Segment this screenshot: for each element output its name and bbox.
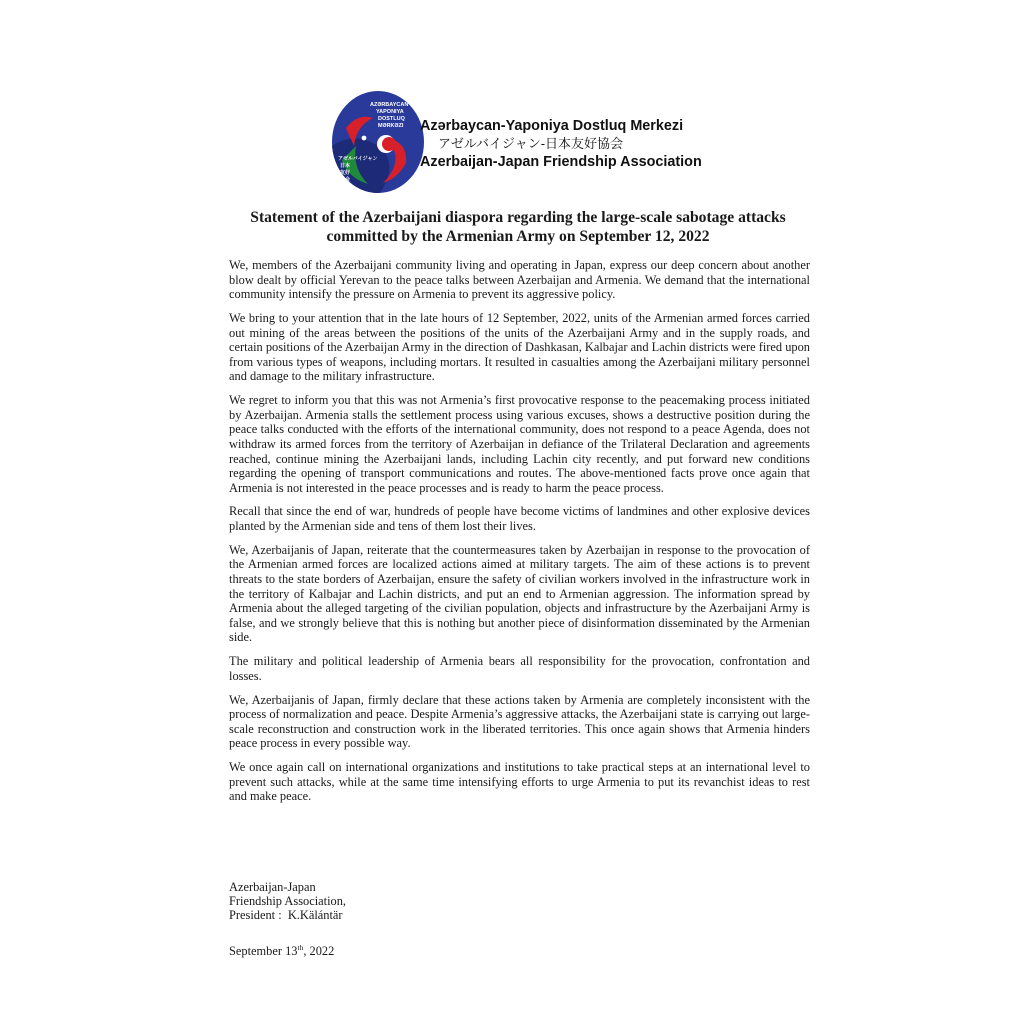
title-line-1: Statement of the Azerbaijani diaspora regarding the large-scale sabotage attacks xyxy=(250,209,786,226)
title-line-2: committed by the Armenian Army on September 12, 2022 xyxy=(326,228,710,245)
paragraph-5: We, Azerbaijanis of Japan, reiterate that the countermeasures taken by Azerbaijan in response to the provocation of the Armenian armed forces are localized actions aimed at military targets. The aim of these actions is to prevent threats to the state borders of Azerbaijan, ensure the safety of civilian workers involved in the infrastructure work in the territory of Kalbajar and Lachin districts, and put an end to Armenian aggression. The information spread by Armenia about the alleged targeting of the civilian population, objects and infrastructure by the Azerbaijani Army is false, and we strongly believe that this is nothing but another piece of disinformation disseminated by the Armenian side. xyxy=(229,542,810,645)
signature-block xyxy=(229,881,529,922)
paragraph-2: We bring to your attention that in the late hours of 12 September, 2022, units of the Armenian armed forces carried out mining of the areas between the positions of the units of the Azerbaijani Army and in the supply roads, and certain positions of the Azerbaijan Army in the direction of Dashkasan, Kalbajar and Lachin districts were fired upon from various types of weapons, including mortars. It resulted in casualties among the Azerbaijani military personnel and damage to the military infrastructure. xyxy=(229,310,810,384)
org-name-japanese: アゼルバイジャン-日本友好協会 xyxy=(438,136,624,151)
logo-text-3: DOSTLUQ xyxy=(378,116,405,122)
statement-date xyxy=(229,940,529,959)
logo-text-5: アゼルバイジャン xyxy=(338,156,378,162)
paragraph-8: We once again call on international organizations and institutions to take practical steps at an international level to prevent such attacks, while at the same time intensifying efforts to urge Armenia to put its revanchist ideas to rest and make peace. xyxy=(229,760,810,804)
paragraph-3: We regret to inform you that this was not Armenia’s first provocative response to the peacemaking process initiated by Azerbaijan. Armenia stalls the settlement process using various excuses, shows a destructive position during the peace talks conducted with the efforts of the international community, does not respond to a peace Agenda, does not withdraw its armed forces from the territory of Azerbaijan in defiance of the Trilateral Declaration and agreements reached, continue mining the Azerbaijani lands, including Lachin city recently, and put forward new conditions regarding the opening of transport communications and routes. The above-mentioned facts prove once again that Armenia is not interested in the peace processes and is ready to harm the peace process. xyxy=(229,393,810,495)
logo-text-1: AZƏRBAYCAN xyxy=(370,102,409,108)
logo-text-7: 友好 xyxy=(340,170,351,176)
date-suffix: th xyxy=(297,943,304,952)
statement-title xyxy=(228,208,808,246)
date-year: , 2022 xyxy=(303,944,335,959)
date-prefix: September 13 xyxy=(229,944,298,959)
logo-text-8: 協会 xyxy=(340,177,351,183)
org-name-azerbaijani: Azərbaycan-Yaponiya Dostluq Merkezi xyxy=(420,118,684,134)
paragraph-6: The military and political leadership of Armenia bears all responsibility for the provocation, confrontation and losses. xyxy=(229,654,810,683)
paragraph-7: We, Azerbaijanis of Japan, firmly declare that these actions taken by Armenia are completely inconsistent with the process of normalization and peace. Despite Armenia’s aggressive attacks, the Azerbaijani state is carrying out large-scale reconstruction and construction work in the liberated territories. This once again shows that Armenia hinders peace process in every possible way. xyxy=(229,692,810,751)
statement-body xyxy=(229,258,810,813)
signature-line-2: Friendship Association, xyxy=(229,893,347,908)
logo-text-4: MƏRKƏZI xyxy=(378,123,404,129)
association-logo xyxy=(328,88,428,196)
signature-line-3: President : K.Kälántär xyxy=(229,907,343,922)
org-name-english: Azerbaijan-Japan Friendship Association xyxy=(420,154,702,170)
organization-names xyxy=(420,117,740,171)
signature-line-1: Azerbaijan-Japan xyxy=(229,880,316,894)
logo-text-2: YAPONIYA xyxy=(376,109,404,115)
paragraph-1: We, members of the Azerbaijani community living and operating in Japan, express our deep concern about another blow dealt by official Yerevan to the peace talks between Azerbaijan and Armenia. We demand that the international community intensify the pressure on Armenia to prevent its aggressive policy. xyxy=(229,258,810,302)
paragraph-4: Recall that since the end of war, hundreds of people have become victims of landmines and other explosive devices planted by the Armenian side and tens of them lost their lives. xyxy=(229,504,810,534)
logo-text-6: 日本 xyxy=(340,163,351,169)
